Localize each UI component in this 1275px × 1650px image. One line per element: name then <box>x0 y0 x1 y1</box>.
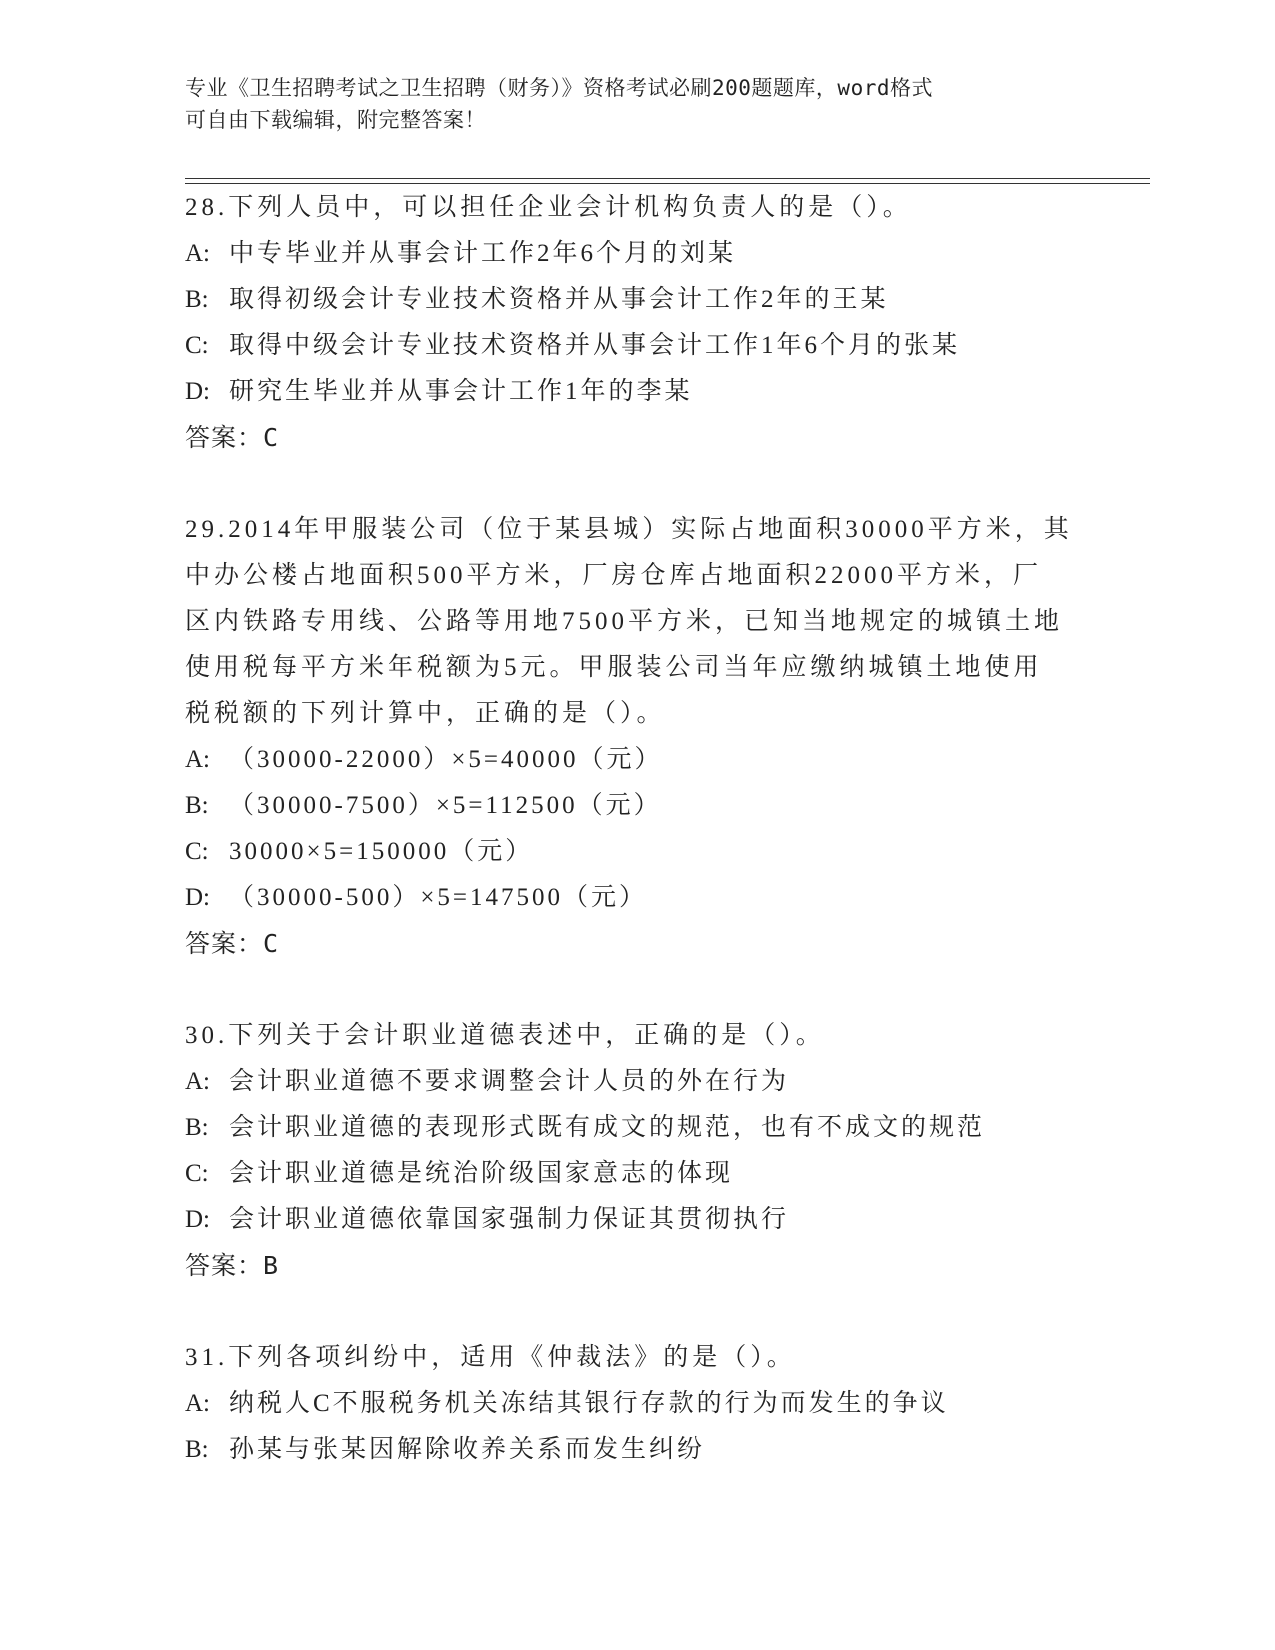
question-stem-line-2: 中办公楼占地面积500平方米，厂房仓库占地面积22000平方米，厂 <box>185 562 1043 589</box>
question-block-31 <box>185 1335 1085 1473</box>
header-rule-thin <box>185 178 1150 179</box>
option-c <box>185 1151 1085 1197</box>
option-key: D: <box>185 378 210 405</box>
option-key: B: <box>185 1114 209 1141</box>
question-block-30 <box>185 1013 1085 1289</box>
option-b <box>185 1105 1085 1151</box>
question-stem-line-1: 29.2014年甲服装公司（位于某县城）实际占地面积30000平方米，其 <box>185 516 1073 543</box>
option-text: 纳税人C不服税务机关冻结其银行存款的行为而发生的争议 <box>229 1390 949 1417</box>
option-key: B: <box>185 1436 209 1463</box>
option-b <box>185 277 1085 323</box>
option-key: C: <box>185 838 209 865</box>
option-text: 取得中级会计专业技术资格并从事会计工作1年6个月的张某 <box>229 332 961 359</box>
option-b <box>185 1427 1085 1473</box>
option-b <box>185 783 1085 829</box>
question-spacer <box>185 1289 1085 1335</box>
option-c <box>185 323 1085 369</box>
question-stem-line-3: 区内铁路专用线、公路等用地7500平方米，已知当地规定的城镇土地 <box>185 608 1064 635</box>
option-text: 30000×5=150000（元） <box>229 838 534 865</box>
header-line-2: 可自由下载编辑，附完整答案！ <box>185 108 486 132</box>
header-line-1: 专业《卫生招聘考试之卫生招聘（财务）》资格考试必刷200题题库，word格式 <box>185 76 933 100</box>
option-key: A: <box>185 1390 210 1417</box>
option-key: C: <box>185 1160 209 1187</box>
option-text: 会计职业道德的表现形式既有成文的规范，也有不成文的规范 <box>229 1114 986 1141</box>
option-key: B: <box>185 286 209 313</box>
answer-line: 答案：C <box>185 423 280 452</box>
answer-line: 答案：B <box>185 1251 280 1280</box>
option-d <box>185 1197 1085 1243</box>
question-stem: 30.下列关于会计职业道德表述中，正确的是（）。 <box>185 1022 825 1049</box>
option-text: 会计职业道德不要求调整会计人员的外在行为 <box>229 1068 790 1095</box>
question-stem: 31.下列各项纠纷中，适用《仲裁法》的是（）。 <box>185 1344 796 1371</box>
option-d <box>185 369 1085 415</box>
option-key: D: <box>185 884 210 911</box>
option-text: 孙某与张某因解除收养关系而发生纠纷 <box>229 1436 706 1463</box>
question-list <box>185 185 1085 1473</box>
document-header <box>185 72 1065 136</box>
option-a <box>185 1059 1085 1105</box>
question-stem-line-5: 税税额的下列计算中，正确的是（）。 <box>185 700 666 727</box>
option-key: B: <box>185 792 209 819</box>
option-key: A: <box>185 746 210 773</box>
option-a <box>185 737 1085 783</box>
option-a <box>185 231 1085 277</box>
option-text: 会计职业道德是统治阶级国家意志的体现 <box>229 1160 734 1187</box>
option-key: C: <box>185 332 209 359</box>
question-spacer <box>185 967 1085 1013</box>
option-text: 研究生毕业并从事会计工作1年的李某 <box>229 378 693 405</box>
option-text: 中专毕业并从事会计工作2年6个月的刘某 <box>229 240 737 267</box>
question-stem-line-4: 使用税每平方米年税额为5元。甲服装公司当年应缴纳城镇土地使用 <box>185 654 1043 681</box>
option-text: 会计职业道德依靠国家强制力保证其贯彻执行 <box>229 1206 790 1233</box>
question-block-29 <box>185 507 1085 967</box>
answer-line: 答案：C <box>185 929 280 958</box>
option-key: A: <box>185 240 210 267</box>
option-c <box>185 829 1085 875</box>
option-key: A: <box>185 1068 210 1095</box>
option-text: （30000-22000）×5=40000（元） <box>229 746 663 773</box>
option-a <box>185 1381 1085 1427</box>
header-rule-thick <box>185 183 1150 184</box>
option-text: （30000-500）×5=147500（元） <box>229 884 648 911</box>
option-text: （30000-7500）×5=112500（元） <box>229 792 662 819</box>
question-stem: 28.下列人员中，可以担任企业会计机构负责人的是（）。 <box>185 194 912 221</box>
question-block-28 <box>185 185 1085 461</box>
option-d <box>185 875 1085 921</box>
question-spacer <box>185 461 1085 507</box>
option-text: 取得初级会计专业技术资格并从事会计工作2年的王某 <box>229 286 889 313</box>
option-key: D: <box>185 1206 210 1233</box>
